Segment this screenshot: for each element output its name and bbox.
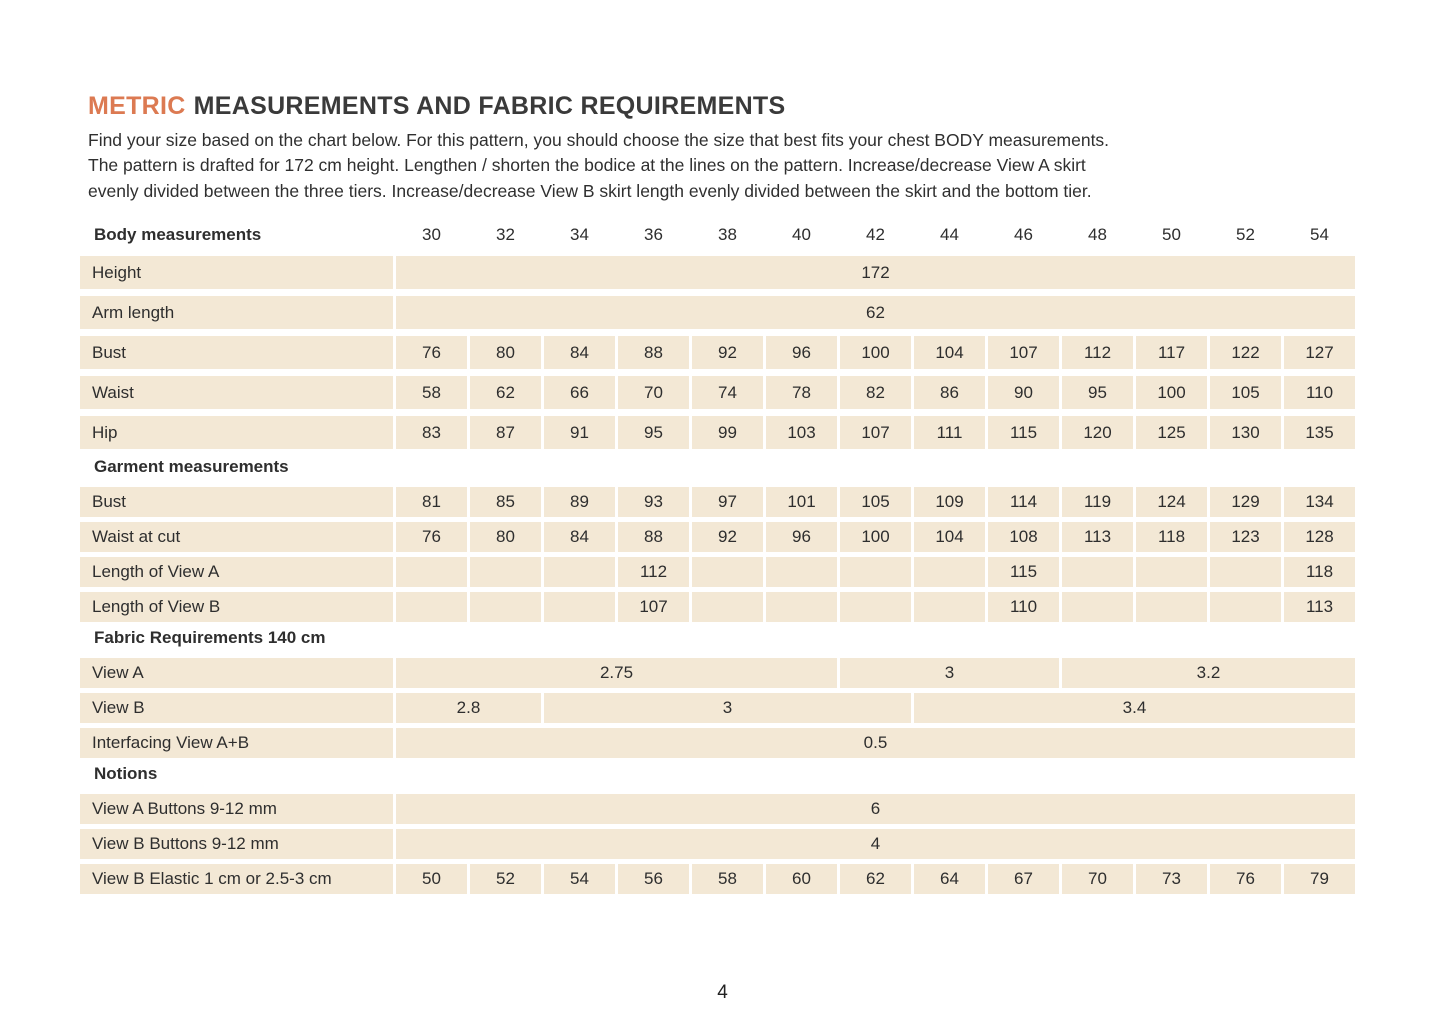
table-cell: 123 <box>1210 522 1281 552</box>
table-cell: 113 <box>1062 522 1133 552</box>
table-cell: 81 <box>396 487 467 517</box>
table-cell: 80 <box>470 522 541 552</box>
table-cell: 87 <box>470 416 541 449</box>
row-label: Waist at cut <box>80 522 393 552</box>
table-cell <box>396 557 467 587</box>
table-cell <box>1062 557 1133 587</box>
table-row <box>80 864 1355 894</box>
table-cell: 113 <box>1284 592 1355 622</box>
table-cell: 62 <box>396 296 1355 329</box>
table-cell: 115 <box>988 557 1059 587</box>
table-cell: 105 <box>840 487 911 517</box>
table-cell: 52 <box>470 864 541 894</box>
table-cell: 54 <box>544 864 615 894</box>
table-cell: 92 <box>692 336 763 369</box>
size-col-header: 40 <box>792 225 811 244</box>
table-cell <box>840 557 911 587</box>
size-col-header: 42 <box>866 225 885 244</box>
table-cell: 6 <box>396 794 1355 824</box>
table-cell <box>470 557 541 587</box>
table-cell: 122 <box>1210 336 1281 369</box>
row-label: Body measurements <box>94 225 262 244</box>
table-cell: 3 <box>840 658 1059 688</box>
table-cell: 117 <box>1136 336 1207 369</box>
table-cell <box>1210 592 1281 622</box>
table-cell: 96 <box>766 522 837 552</box>
table-cell <box>1136 592 1207 622</box>
table-row <box>80 728 1355 758</box>
table-cell: 109 <box>914 487 985 517</box>
table-header-row <box>80 222 1355 248</box>
table-cell <box>692 592 763 622</box>
table-cell: 110 <box>1284 376 1355 409</box>
table-cell: 2.75 <box>396 658 837 688</box>
size-col-header: 38 <box>718 225 737 244</box>
table-cell: 95 <box>1062 376 1133 409</box>
table-cell <box>1210 557 1281 587</box>
table-cell: 56 <box>618 864 689 894</box>
row-cells <box>396 376 1355 409</box>
row-label: Interfacing View A+B <box>80 728 393 758</box>
intro-line: Find your size based on the chart below. For this pattern, you should choose the size that best fits your chest BODY measurements. <box>88 130 1110 150</box>
table-cell: 101 <box>766 487 837 517</box>
table-row <box>80 658 1355 688</box>
table-cell: 120 <box>1062 416 1133 449</box>
intro-paragraph <box>88 128 1358 204</box>
size-col-header: 50 <box>1162 225 1181 244</box>
row-cells <box>396 728 1355 758</box>
table-cell: 103 <box>766 416 837 449</box>
size-col-header: 34 <box>570 225 589 244</box>
table-cell: 112 <box>1062 336 1133 369</box>
table-row <box>80 336 1355 369</box>
table-cell: 74 <box>692 376 763 409</box>
table-cell: 118 <box>1136 522 1207 552</box>
table-cell: 127 <box>1284 336 1355 369</box>
size-col-header: 32 <box>496 225 515 244</box>
row-label: View A <box>80 658 393 688</box>
table-cell: 104 <box>914 522 985 552</box>
table-row <box>80 557 1355 587</box>
table-cell: 88 <box>618 522 689 552</box>
table-section-header: Notions <box>94 764 158 783</box>
table-row <box>80 296 1355 329</box>
table-cell: 82 <box>840 376 911 409</box>
table-cell: 79 <box>1284 864 1355 894</box>
size-col-header: 54 <box>1310 225 1329 244</box>
title-text: MEASUREMENTS AND FABRIC REQUIREMENTS <box>193 92 786 120</box>
table-cell: 73 <box>1136 864 1207 894</box>
table-cell: 76 <box>396 522 467 552</box>
row-cells <box>396 522 1355 552</box>
size-col-header: 52 <box>1236 225 1255 244</box>
row-cells <box>396 487 1355 517</box>
table-cell: 96 <box>766 336 837 369</box>
table-cell: 134 <box>1284 487 1355 517</box>
size-col-header: 30 <box>422 225 441 244</box>
size-col-header: 44 <box>940 225 959 244</box>
row-cells <box>396 794 1355 824</box>
table-cell: 110 <box>988 592 1059 622</box>
table-cell: 95 <box>618 416 689 449</box>
table-cell: 76 <box>1210 864 1281 894</box>
table-row <box>80 416 1355 449</box>
table-cell: 124 <box>1136 487 1207 517</box>
row-label: View B Buttons 9-12 mm <box>80 829 393 859</box>
table-cell: 2.8 <box>396 693 541 723</box>
table-cell: 100 <box>1136 376 1207 409</box>
table-cell <box>840 592 911 622</box>
table-cell: 76 <box>396 336 467 369</box>
table-cell: 4 <box>396 829 1355 859</box>
table-cell: 60 <box>766 864 837 894</box>
row-label: Length of View B <box>80 592 393 622</box>
row-label: Height <box>80 256 393 289</box>
table-cell: 3.4 <box>914 693 1355 723</box>
row-label: Bust <box>80 336 393 369</box>
table-cell: 107 <box>840 416 911 449</box>
table-cell <box>1136 557 1207 587</box>
table-cell: 84 <box>544 522 615 552</box>
table-cell: 89 <box>544 487 615 517</box>
table-cell: 83 <box>396 416 467 449</box>
row-cells <box>396 864 1355 894</box>
table-cell: 119 <box>1062 487 1133 517</box>
table-cell: 70 <box>1062 864 1133 894</box>
table-cell: 107 <box>618 592 689 622</box>
table-cell: 84 <box>544 336 615 369</box>
table-cell: 105 <box>1210 376 1281 409</box>
table-cell: 107 <box>988 336 1059 369</box>
table-cell: 90 <box>988 376 1059 409</box>
table-cell: 104 <box>914 336 985 369</box>
row-cells <box>396 296 1355 329</box>
table-cell: 93 <box>618 487 689 517</box>
table-row <box>80 829 1355 859</box>
table-cell <box>544 592 615 622</box>
page-number: 4 <box>717 982 728 1003</box>
table-section-header: Fabric Requirements 140 cm <box>94 628 326 647</box>
table-row <box>80 693 1355 723</box>
row-cells <box>396 693 1355 723</box>
table-cell: 91 <box>544 416 615 449</box>
size-col-header: 46 <box>1014 225 1033 244</box>
table-cell: 100 <box>840 336 911 369</box>
table-cell: 135 <box>1284 416 1355 449</box>
table-cell: 86 <box>914 376 985 409</box>
table-cell: 66 <box>544 376 615 409</box>
table-cell: 114 <box>988 487 1059 517</box>
row-cells <box>396 557 1355 587</box>
table-cell: 130 <box>1210 416 1281 449</box>
table-row <box>80 522 1355 552</box>
row-label: View A Buttons 9-12 mm <box>80 794 393 824</box>
table-cell: 58 <box>692 864 763 894</box>
row-cells <box>396 336 1355 369</box>
table-cell: 50 <box>396 864 467 894</box>
table-row <box>80 487 1355 517</box>
row-cells <box>396 658 1355 688</box>
row-cells <box>396 829 1355 859</box>
table-cell <box>914 592 985 622</box>
table-cell: 85 <box>470 487 541 517</box>
table-cell <box>766 592 837 622</box>
row-label: Arm length <box>80 296 393 329</box>
table-cell: 92 <box>692 522 763 552</box>
title-accent: METRIC <box>88 92 186 120</box>
row-cells <box>396 416 1355 449</box>
table-cell: 125 <box>1136 416 1207 449</box>
table-cell: 97 <box>692 487 763 517</box>
table-cell <box>396 592 467 622</box>
row-label: Hip <box>80 416 393 449</box>
table-row <box>80 794 1355 824</box>
page-content <box>88 92 1358 204</box>
table-cell: 58 <box>396 376 467 409</box>
size-table <box>80 222 1355 899</box>
table-cell: 67 <box>988 864 1059 894</box>
table-cell: 99 <box>692 416 763 449</box>
table-cell: 129 <box>1210 487 1281 517</box>
table-cell: 108 <box>988 522 1059 552</box>
table-cell: 80 <box>470 336 541 369</box>
row-label: View B <box>80 693 393 723</box>
row-label: View B Elastic 1 cm or 2.5-3 cm <box>80 864 393 894</box>
row-label: Waist <box>80 376 393 409</box>
table-section-header: Garment measurements <box>94 457 289 476</box>
table-cell: 88 <box>618 336 689 369</box>
size-col-header: 36 <box>644 225 663 244</box>
table-cell: 111 <box>914 416 985 449</box>
table-cell <box>1062 592 1133 622</box>
table-cell: 100 <box>840 522 911 552</box>
table-cell: 0.5 <box>396 728 1355 758</box>
table-row <box>80 592 1355 622</box>
intro-line: The pattern is drafted for 172 cm height. Lengthen / shorten the bodice at the lines on the pattern. Increase/decrease View A skirt <box>88 155 1086 176</box>
row-cells <box>396 256 1355 289</box>
table-cell: 172 <box>396 256 1355 289</box>
table-cell <box>766 557 837 587</box>
page-title <box>88 92 1358 121</box>
row-cells <box>396 592 1355 622</box>
table-row <box>80 256 1355 289</box>
row-label: Bust <box>80 487 393 517</box>
table-cell: 112 <box>618 557 689 587</box>
table-cell <box>470 592 541 622</box>
table-cell: 62 <box>470 376 541 409</box>
table-cell: 115 <box>988 416 1059 449</box>
table-cell: 3.2 <box>1062 658 1355 688</box>
table-cell: 3 <box>544 693 911 723</box>
table-cell: 78 <box>766 376 837 409</box>
table-cell <box>692 557 763 587</box>
size-col-header: 48 <box>1088 225 1107 244</box>
row-label: Length of View A <box>80 557 393 587</box>
table-cell: 118 <box>1284 557 1355 587</box>
table-cell: 128 <box>1284 522 1355 552</box>
table-cell <box>914 557 985 587</box>
table-row <box>80 376 1355 409</box>
table-cell: 64 <box>914 864 985 894</box>
table-cell <box>544 557 615 587</box>
table-cell: 70 <box>618 376 689 409</box>
table-cell: 62 <box>840 864 911 894</box>
row-cells <box>396 222 1355 248</box>
intro-line: evenly divided between the three tiers. Increase/decrease View B skirt length evenly divided between the skirt and the bottom tier. <box>88 180 1092 201</box>
